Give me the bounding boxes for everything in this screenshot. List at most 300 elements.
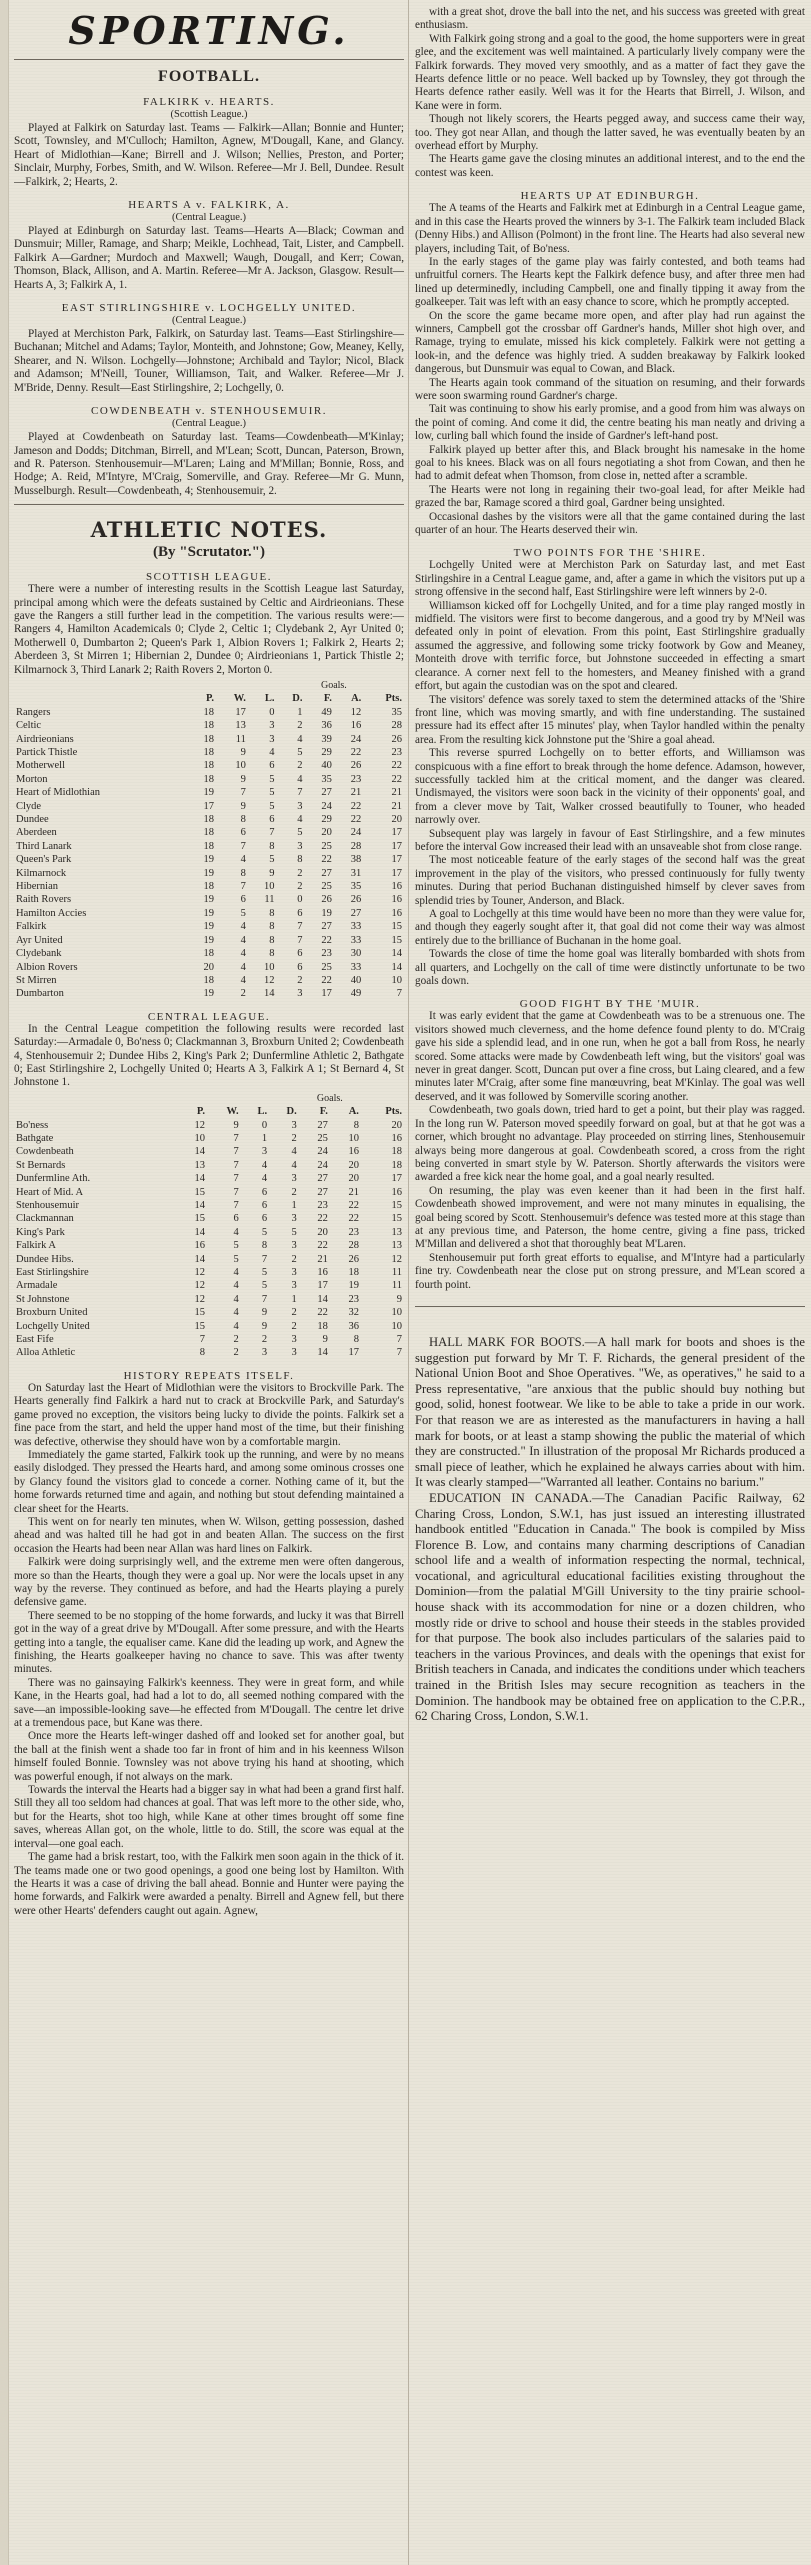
stat-cell: 9	[233, 1119, 239, 1131]
stat-cell: 13	[235, 720, 246, 732]
table-row	[14, 907, 404, 920]
stat-cell: 2	[297, 881, 303, 893]
stat-cell: 18	[203, 760, 215, 772]
stat-cell: 19	[203, 787, 215, 799]
stat-cell: 2	[240, 988, 246, 1000]
continued-paragraph: With Falkirk going strong and a goal to the good, the home supporters were in great glee, and the excitement was well maintained. A particularly lively company were the Falkirk forwards. They moved very smoothly, and as a matter of fact they gave the Hearts defence little or no peace. Well backed up by Townsley, they got through the Hearts defence rather easily. Well was it for the Hearts that Birrell, J. Wilson, and Kane were in form.	[415, 32, 805, 112]
stat-cell: 19	[203, 854, 215, 866]
stat-cell: 2	[233, 1347, 239, 1359]
stat-cell: 15	[391, 1213, 402, 1225]
stat-cell: 18	[317, 1320, 328, 1332]
stat-cell: 3	[291, 1240, 297, 1252]
stat-cell: 18	[391, 1159, 402, 1171]
stat-cell: 20	[317, 1226, 328, 1238]
stat-cell: 22	[391, 773, 402, 785]
stat-cell: 6	[269, 760, 275, 772]
stat-cell: 1	[297, 706, 303, 718]
stat-cell: 17	[348, 1347, 359, 1359]
stat-cell: 6	[261, 1200, 268, 1211]
stat-cell: 26	[321, 894, 332, 906]
stat-cell: 27	[350, 907, 362, 919]
stat-cell: 4	[233, 1226, 239, 1238]
muir-article	[415, 1010, 805, 1292]
team-name: Morton	[16, 773, 48, 785]
stat-cell: 9	[261, 1307, 268, 1319]
stat-cell: 27	[321, 867, 332, 879]
match-league: (Scottish League.)	[170, 109, 248, 120]
stat-cell: 19	[203, 921, 215, 933]
stat-cell: 12	[194, 1293, 205, 1305]
match-heading: EAST STIRLINGSHIRE v. LOCHGELLY UNITED.	[61, 302, 357, 315]
team-name: Cowdenbeath	[16, 1146, 74, 1158]
match-report-east-stirlingshire-lochgelly	[14, 302, 404, 395]
football-heading: FOOTBALL.	[158, 68, 260, 85]
stat-cell: 13	[194, 1159, 205, 1171]
stat-cell: 14	[391, 948, 402, 960]
stat-cell: 8	[261, 1240, 268, 1252]
stat-cell: 14	[391, 961, 402, 973]
stat-cell: 27	[321, 921, 332, 933]
team-name: Airdrieonians	[16, 733, 74, 745]
stat-cell: 4	[297, 773, 303, 785]
athletic-notes-heading: ATHLETIC NOTES.	[90, 517, 328, 543]
stat-cell: 16	[391, 1186, 402, 1198]
team-name: Hibernian	[16, 881, 58, 893]
stat-cell: 12	[194, 1119, 205, 1131]
col-for: F.	[323, 693, 332, 705]
stat-cell: 16	[391, 1132, 402, 1144]
stat-cell: 19	[203, 907, 215, 919]
match-text: Played at Falkirk on Saturday last. Teams — Falkirk—Allan; Bonnie and Hunter; Scott, Townsley, and M'Culloch; Hamilton, Agnew, M'Dougall, Kane, and Glancy. Heart of Midlothian—Kane; Birrell and J. Wilson; Nellies, Preston, and Porter; Sinclair, Murphy, Forbes, Smith, and W. Wilson. Referee—Mr J. Bell, Dundee. Result—Falkirk, 2; Hearts, 2.	[14, 122, 404, 188]
table-row	[14, 773, 404, 786]
table-row	[14, 1226, 404, 1239]
table-row	[14, 880, 404, 893]
stat-cell: 19	[203, 867, 215, 879]
stat-cell: 27	[321, 787, 332, 799]
stat-cell: 24	[317, 1146, 328, 1158]
edinburgh-paragraph: Falkirk played up better after this, and Black brought his namesake in the home goal to his knees. Black was on all fours negotiating a shot from Cowan, and then he had to admit defeat when Thomson, from close in, netted after a scramble.	[415, 443, 805, 483]
stat-cell: 18	[391, 1146, 402, 1158]
stat-cell: 18	[203, 948, 215, 960]
match-report-falkirk-hearts	[14, 96, 404, 189]
stat-cell: 8	[240, 867, 246, 879]
stat-cell: 22	[391, 760, 402, 772]
stat-cell: 0	[261, 1119, 268, 1131]
col-played: P.	[196, 1106, 205, 1118]
stat-cell: 23	[348, 1226, 359, 1238]
stat-cell: 13	[391, 1226, 402, 1238]
stat-cell: 14	[317, 1347, 328, 1359]
stat-cell: 15	[194, 1213, 205, 1225]
stat-cell: 9	[396, 1293, 402, 1305]
table-row	[14, 934, 404, 947]
stat-cell: 14	[194, 1146, 205, 1158]
stat-cell: 3	[291, 1173, 297, 1185]
stat-cell: 3	[269, 720, 275, 732]
stat-cell: 19	[203, 894, 215, 906]
stat-cell: 22	[317, 1213, 328, 1225]
team-name: Queen's Park	[16, 854, 72, 866]
team-name: Clackmannan	[16, 1213, 74, 1225]
stat-cell: 17	[391, 867, 402, 879]
stat-cell: 24	[350, 827, 362, 839]
match-heading: FALKIRK v. HEARTS.	[143, 96, 275, 108]
history-paragraph: The game had a brisk restart, too, with the Falkirk men soon again in the thick of it. The teams made one or two good openings, a good one being lost by Hamilton. With the Hearts it was a case of driving the ball ahead. Bonnie and Hunter were paying the home forwards, and Falkirk were awarded a penalty. Birrell and Agnew fell, but there were other Hearts' defenders caught out again. Agnew,	[14, 1851, 404, 1917]
table-row	[14, 759, 404, 772]
stat-cell: 3	[291, 1347, 297, 1359]
stat-cell: 14	[263, 988, 275, 1000]
stat-cell: 5	[297, 827, 303, 839]
team-name: East Fife	[16, 1334, 54, 1346]
history-paragraph: There seemed to be no stopping of the home forwards, and lucky it was that Birrell got in the way of a great drive by M'Dougall. After some pressure, and with the Hearts getting into a tangle, the equaliser came. Kane did the leading up work, and Agnew the finishing, the Hearts goalkeeper having no chance to save. This was after twenty minutes.	[14, 1609, 404, 1676]
table-row	[14, 813, 404, 826]
stat-cell: 35	[321, 773, 332, 785]
table-row	[14, 961, 404, 974]
stat-cell: 23	[348, 1293, 359, 1305]
stat-cell: 22	[321, 974, 332, 986]
stat-cell: 10	[263, 881, 275, 893]
stat-cell: 32	[348, 1307, 359, 1319]
stat-cell: 8	[297, 854, 303, 866]
team-name: Dunfermline Ath.	[16, 1173, 91, 1185]
stat-cell: 21	[317, 1253, 328, 1265]
match-league: (Central League.)	[171, 418, 247, 430]
stat-cell: 6	[297, 907, 303, 919]
table-row	[14, 1159, 404, 1172]
stat-cell: 5	[269, 854, 275, 866]
stat-cell: 27	[317, 1173, 328, 1185]
stat-cell: 4	[261, 1173, 268, 1185]
stat-cell: 10	[391, 1320, 402, 1332]
table-row	[14, 1212, 404, 1225]
stat-cell: 7	[261, 1293, 268, 1305]
stat-cell: 9	[240, 773, 246, 785]
stat-cell: 17	[321, 988, 332, 1000]
stat-cell: 12	[350, 706, 362, 718]
stat-cell: 29	[321, 814, 332, 826]
history-paragraph: This went on for nearly ten minutes, when W. Wilson, getting possession, dashed ahead and was halted till he had got in and beaten Allan. The success on the first occasion the Hearts had been near Allan was hard lines on Falkirk.	[14, 1515, 404, 1555]
stat-cell: 40	[350, 974, 362, 986]
stat-cell: 17	[235, 706, 246, 718]
col-played: P.	[205, 693, 215, 705]
stat-cell: 8	[240, 814, 246, 826]
table-row	[14, 826, 404, 839]
stat-cell: 22	[348, 1200, 359, 1211]
team-name: Dundee	[16, 814, 49, 826]
shire-article	[415, 559, 805, 988]
team-name: St Bernards	[16, 1159, 66, 1171]
stat-cell: 21	[391, 800, 402, 812]
stat-cell: 22	[350, 814, 362, 826]
stat-cell: 4	[233, 1320, 239, 1332]
stat-cell: 23	[321, 948, 332, 960]
history-heading: HISTORY REPEATS ITSELF.	[123, 1369, 295, 1382]
stat-cell: 3	[291, 1213, 297, 1225]
stat-cell: 23	[317, 1200, 328, 1211]
stat-cell: 6	[240, 827, 246, 839]
match-report-hearts-a-falkirk-a	[14, 199, 404, 292]
column-divider	[408, 0, 409, 2565]
stat-cell: 22	[321, 854, 332, 866]
stat-cell: 18	[203, 747, 215, 758]
table-row	[14, 853, 404, 866]
stat-cell: 26	[391, 733, 402, 745]
shire-heading: TWO POINTS FOR THE 'SHIRE.	[513, 547, 707, 560]
stat-cell: 7	[233, 1132, 239, 1144]
team-name: Heart of Mid. A	[16, 1186, 84, 1198]
col-against: A.	[351, 693, 362, 705]
stat-cell: 3	[291, 1280, 297, 1292]
stat-cell: 40	[321, 760, 332, 772]
history-article	[14, 1382, 404, 1918]
stat-cell: 0	[269, 706, 275, 718]
muir-paragraph: On resuming, the play was even keener than it had been in the first half. Cowdenbeath showed improvement, and were not many minutes in equalising, the goal being scored by Scott. Stenhousemuir's defence was tested more at this stage than at any previous time, and Paterson, the home centre, giving a fine pass, tricked M'Millan and delivered a shot that thoroughly beat M'Laren.	[415, 1184, 805, 1251]
stat-cell: 2	[291, 1307, 297, 1319]
stat-cell: 36	[348, 1320, 359, 1332]
stat-cell: 5	[297, 747, 303, 758]
shire-paragraph: This reverse spurred Lochgelly on to better efforts, and Williamson was conspicuous with a fine effort to break through the home defence. Adamson, however, successfully tackled him at the critical moment, and the danger was cleared. Undismayed, the visitors were soon back in the vicinity of their opponents' goal, and from a clever move by Tait, Walker crossed beautifully to Touner, who headed narrowly over.	[415, 747, 805, 827]
table-row	[14, 1239, 404, 1252]
stat-cell: 3	[261, 1146, 268, 1158]
table-row	[14, 920, 404, 933]
team-name: Aberdeen	[16, 827, 57, 839]
stat-cell: 2	[291, 1253, 297, 1265]
team-name: Falkirk A	[16, 1240, 56, 1252]
stat-cell: 16	[194, 1240, 205, 1252]
stat-cell: 4	[240, 921, 246, 933]
stat-cell: 7	[297, 921, 303, 933]
match-text: Played at Cowdenbeath on Saturday last. Teams—Cowdenbeath—M'Kinlay; Jameson and Dodds; Ditchman, Birrell, and M'Lean; Scott, Duncan, Paterson, Brown, and R. Paterson. Stenhousemuir—M'Laren; Laing and M'Millan; Bonnie, Ross, and Hodge; A. Reid, M'Intyre, M'Craig, Somerville, and Gray. Referee—Mr G. Munn, Musselburgh. Result—Cowdenbeath, 4; Stenhousemuir, 2.	[14, 431, 404, 497]
stat-cell: 25	[317, 1132, 328, 1144]
stat-cell: 36	[321, 720, 332, 732]
stat-cell: 16	[317, 1267, 328, 1279]
stat-cell: 17	[391, 854, 402, 866]
stat-cell: 18	[203, 974, 215, 986]
team-name: Armadale	[16, 1280, 58, 1292]
stat-cell: 4	[233, 1267, 239, 1279]
stat-cell: 17	[203, 800, 215, 812]
note-paragraph: EDUCATION IN CANADA.—The Canadian Pacific Railway, 62 Charing Cross, London, S.W.1, has just issued an interesting illustrated handbook entitled "Education in Canada." The book is compiled by Miss Florence B. Low, and contains many charming descriptions of Canadian school life and a wealth of information respecting the normal, technical, vocational, and agricultural educational facilities existing throughout the Dominion—from the palatial M'Gill University to the tiny prairie school-house shack with its accommodation for nine or a dozen children, who mostly ride or drive to school and house their steeds in the stables provided for that purpose. The book also includes particulars of the salaries paid to teachers in the various Provinces, and deals with the openings that exist for British teachers in Canada, and indicates the conditions under which teachers trained in the British Isles may secure recognition as teachers in the Dominion. The handbook may be obtained free on application to the C.P.R., 62 Charing Cross, London, S.W.1.	[415, 1490, 805, 1724]
stat-cell: 2	[297, 867, 303, 879]
stat-cell: 11	[391, 1267, 402, 1279]
masthead: SPORTING.	[68, 8, 350, 53]
team-name: Clydebank	[16, 948, 62, 960]
stat-cell: 20	[391, 814, 402, 826]
team-name: Hamilton Accies	[16, 907, 87, 919]
stat-cell: 3	[297, 988, 303, 1000]
scottish-league-heading: SCOTTISH LEAGUE.	[145, 571, 273, 584]
stat-cell: 20	[348, 1173, 359, 1185]
stat-cell: 5	[261, 1226, 268, 1238]
stat-cell: 7	[396, 1334, 402, 1346]
stat-cell: 26	[348, 1253, 359, 1265]
stat-cell: 18	[203, 733, 215, 745]
stat-cell: 6	[269, 814, 275, 826]
stat-cell: 2	[291, 1320, 297, 1332]
stat-cell: 5	[233, 1253, 239, 1265]
shire-paragraph: Lochgelly United were at Merchiston Park on Saturday last, and met East Stirlingshire in a Central League game, and, after a game in which the visitors put up a strong offensive in the second half, East Stirlingshire were left winners by 2-0.	[415, 559, 805, 599]
continued-paragraph: The Hearts game gave the closing minutes an additional interest, and to the end the contest was keen.	[415, 153, 805, 179]
team-name: St Johnstone	[16, 1293, 70, 1305]
team-name: Celtic	[16, 720, 42, 732]
stat-cell: 10	[391, 974, 402, 986]
shire-paragraph: Subsequent play was largely in favour of East Stirlingshire, and a few minutes before the interval Gow increased their lead with an unsaveable shot from close range.	[415, 827, 805, 853]
central-league-text: In the Central League competition the following results were recorded last Saturday:—Armadale 0, Bo'ness 0; Clackmannan 3, Broxburn United 2; Cowdenbeath 4, Stenhousemuir 2; Dundee Hibs 2, King's Park 2; Dunfermline Athletic 2, Bathgate 0; East Stirlingshire 2, Lochgelly United 0; Hearts A 3, Falkirk A 1; St Bernard 4, St Johnstone 1.	[14, 1022, 404, 1089]
stat-cell: 21	[391, 787, 402, 799]
table-row	[14, 867, 404, 880]
shire-paragraph: Towards the close of time the home goal was literally bombarded with shots from all quarters, and Lochgelly on the call of time were distinctly unfortunate to be two goals down.	[415, 948, 805, 988]
stat-cell: 15	[194, 1320, 205, 1332]
team-name: Kilmarnock	[16, 867, 67, 879]
edinburgh-paragraph: The A teams of the Hearts and Falkirk met at Edinburgh in a Central League game, and in this case the Hearts proved the winners by 3-1. The Falkirk team included Black (Denny Hibs.) and Allison (Polmont) in the front line. The Hearts had also several new players, including Tait, of Bo'ness.	[415, 202, 805, 255]
team-name: Dumbarton	[16, 988, 64, 1000]
match-report-cowdenbeath-stenhousemuir	[14, 405, 404, 498]
stat-cell: 3	[261, 1347, 268, 1359]
stat-cell: 16	[391, 907, 402, 919]
table-row	[14, 1346, 404, 1359]
stat-cell: 15	[391, 921, 402, 933]
table-row	[14, 1145, 404, 1158]
stat-cell: 20	[203, 961, 215, 973]
stat-cell: 8	[269, 948, 275, 960]
stat-cell: 33	[350, 934, 362, 946]
stat-cell: 12	[263, 974, 275, 986]
stat-cell: 5	[261, 1280, 268, 1292]
right-column	[415, 0, 805, 2565]
col-for: F.	[319, 1106, 328, 1118]
stat-cell: 20	[391, 1119, 402, 1131]
stat-cell: 11	[391, 1280, 402, 1292]
left-column	[14, 0, 404, 2565]
stat-cell: 16	[391, 881, 402, 893]
stat-cell: 6	[240, 894, 246, 906]
match-league: (Central League.)	[171, 315, 247, 327]
stat-cell: 2	[233, 1334, 239, 1346]
stat-cell: 2	[291, 1186, 297, 1198]
stat-cell: 6	[261, 1186, 268, 1198]
stat-cell: 7	[240, 881, 246, 893]
scottish-league-table	[14, 679, 404, 1001]
stat-cell: 39	[321, 733, 332, 745]
stat-cell: 20	[321, 827, 332, 839]
stat-cell: 22	[317, 1240, 328, 1252]
match-text: Played at Merchiston Park, Falkirk, on Saturday last. Teams—East Stirlingshire—Buchanan; Mitchel and Adams; Taylor, Monteith, and Johnstone; Gow, Meaney, Kelly, Shearer, and N. Wilson. Lochgelly—Johnstone; Archibald and Taylor; Nicol, Black and Adamson; M'Neill, Touner, Williamson, Tait, and Walker. Referee—Mr J. M'Bride, Denny. Result—East Stirlingshire, 2; Lochgelly, 0.	[14, 328, 404, 394]
history-paragraph: Towards the interval the Hearts had a bigger say in what had been a grand first half. Still they all too seldom had chances at goal. That was left more to the other side, who, but for the Hearts, shot too high, while Kane at other times brought off some fine saves, whereas Allan got, on the whole, little to do. Still, the score was equal at the interval—one goal each.	[14, 1784, 404, 1850]
stat-cell: 24	[350, 733, 362, 745]
stat-cell: 12	[194, 1280, 205, 1292]
table-row	[14, 719, 404, 732]
stat-cell: 1	[291, 1200, 297, 1211]
goals-label: Goals.	[320, 679, 347, 691]
stat-cell: 30	[350, 948, 362, 960]
table-row	[14, 1186, 404, 1199]
stat-cell: 7	[261, 1253, 268, 1265]
stat-cell: 7	[233, 1173, 239, 1185]
team-name: Falkirk	[16, 921, 47, 933]
team-name: Bathgate	[16, 1132, 54, 1144]
stat-cell: 2	[297, 720, 303, 732]
col-drawn: D.	[286, 1106, 297, 1118]
table-header-row	[14, 692, 404, 705]
col-points: Pts.	[385, 1106, 402, 1118]
stat-cell: 4	[297, 814, 303, 826]
muir-paragraph: Stenhousemuir put forth great efforts to equalise, and M'Intyre had a particularly fine try. Cowdenbeath near the close put on strong pressure, and M'Lean scored a fourth point.	[415, 1251, 805, 1291]
stat-cell: 13	[391, 1240, 402, 1252]
goals-label: Goals.	[316, 1092, 343, 1104]
stat-cell: 14	[317, 1293, 328, 1305]
table-header-row	[14, 1105, 404, 1118]
stat-cell: 23	[350, 773, 362, 785]
team-name: Partick Thistle	[16, 747, 78, 758]
col-points: Pts.	[385, 693, 402, 705]
stat-cell: 16	[350, 720, 362, 732]
stat-cell: 21	[348, 1186, 359, 1198]
stat-cell: 23	[391, 747, 402, 758]
stat-cell: 3	[291, 1334, 297, 1346]
shire-paragraph: Williamson kicked off for Lochgelly United, and for a time play ranged mostly in midfield. The visitors were first to become dangerous, and a good try by M'Neil was defeated only in point of elevation. From this point, East Stirlingshire gradually assumed the aggressive, and following some tricky footwork by Gow and Meaney, Monteith drove with terrific force, but Johnstone succeeded in effecting a smart clearance. A corner next fell to the homesters, and Meaney finished with a grand effort, but again the custodian was on the spot and cleared.	[415, 599, 805, 693]
stat-cell: 49	[321, 706, 332, 718]
stat-cell: 5	[291, 1226, 297, 1238]
stat-cell: 7	[240, 787, 246, 799]
edinburgh-article	[415, 202, 805, 537]
history-paragraph: Falkirk were doing surprisingly well, and the extreme men were often dangerous, more so than the Hearts, though they were a goal up. Nor were the locals upset in any way by the reverse. They continued as before, and had the Hearts playing a purely defensive game.	[14, 1556, 404, 1609]
stat-cell: 18	[203, 814, 215, 826]
stat-cell: 18	[203, 827, 215, 839]
stat-cell: 7	[297, 934, 303, 946]
team-name: Raith Rovers	[16, 894, 72, 906]
table-row	[14, 947, 404, 960]
stat-cell: 12	[194, 1267, 205, 1279]
stat-cell: 26	[350, 894, 362, 906]
stat-cell: 6	[261, 1213, 268, 1225]
stat-cell: 5	[269, 800, 275, 812]
stat-cell: 2	[261, 1334, 268, 1346]
stat-cell: 22	[321, 934, 332, 946]
stat-cell: 10	[391, 1307, 402, 1319]
team-name: Albion Rovers	[16, 961, 78, 973]
stat-cell: 5	[261, 1267, 268, 1279]
stat-cell: 31	[350, 867, 362, 879]
edinburgh-paragraph: The Hearts were not long in regaining their two-goal lead, for after Meikle had grazed the bar, Ramage scored a third goal, Gardner being unsighted.	[415, 483, 805, 510]
stat-cell: 33	[350, 961, 362, 973]
table-row	[14, 1266, 404, 1279]
stat-cell: 15	[391, 1200, 402, 1211]
stat-cell: 8	[353, 1334, 359, 1346]
stat-cell: 9	[261, 1320, 268, 1332]
stat-cell: 4	[297, 733, 303, 745]
col-won: W.	[233, 693, 246, 705]
table-row	[14, 733, 404, 746]
stat-cell: 15	[194, 1186, 205, 1198]
stat-cell: 22	[350, 747, 362, 758]
stat-cell: 9	[269, 867, 275, 879]
table-row	[14, 974, 404, 987]
team-name: St Mirren	[16, 974, 57, 986]
stat-cell: 7	[396, 988, 402, 1000]
stat-cell: 20	[348, 1159, 359, 1171]
stat-cell: 17	[391, 827, 402, 839]
continued-article	[415, 6, 805, 180]
team-name: Alloa Athletic	[16, 1347, 76, 1359]
edinburgh-paragraph: In the early stages of the game play was fairly contested, and both teams had unfruitful corners. The Hearts kept the Falkirk defence busy, and after three men had lined up determinedly, including Campbell, one and finally tipping it away from the goalkeeper. Tait was left with an easy chance to score, which he promptly accepted.	[415, 255, 805, 309]
muir-paragraph: Cowdenbeath, two goals down, tried hard to get a point, but their play was ragged. In the long run W. Paterson moved speedily forward on goal, but at that he got was a corner, which brought no advantage. Play proceeded on stirring lines, Stenhousemuir always being more dangerous at goal. Cowdenbeath scored, a cross from the right being converted in smart style by W. Paterson. Shortly afterwards the visitors were awarded a free kick near the home goal, and a goal nearly resulted.	[415, 1104, 805, 1184]
team-name: Motherwell	[16, 760, 65, 772]
stat-cell: 9	[322, 1334, 328, 1346]
stat-cell: 4	[240, 961, 246, 973]
stat-cell: 5	[240, 907, 246, 919]
stat-cell: 7	[269, 827, 275, 839]
stat-cell: 9	[240, 747, 246, 758]
